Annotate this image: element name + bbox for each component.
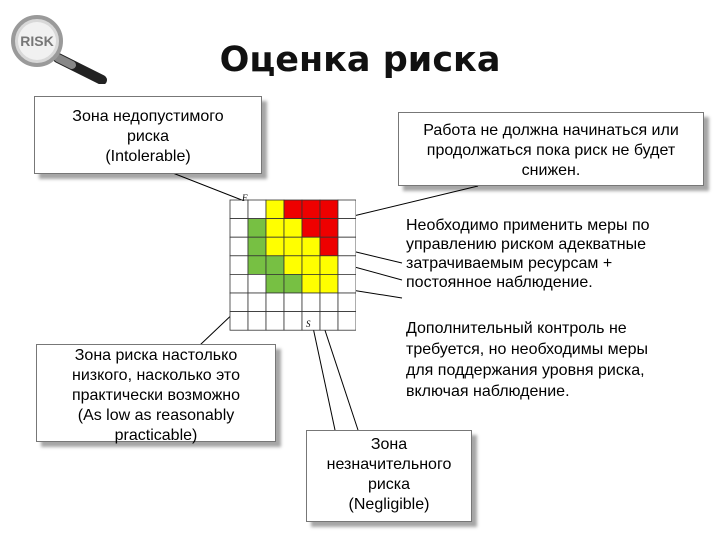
- risk-cell: [284, 274, 302, 293]
- risk-cell: [320, 256, 338, 275]
- axis-label-f: F: [242, 193, 248, 203]
- risk-cell: [248, 237, 266, 256]
- page-title: Оценка риска: [219, 40, 501, 80]
- connector-stop-work: [345, 186, 478, 218]
- risk-cell: [230, 293, 248, 312]
- risk-cell: [338, 256, 356, 275]
- text-apply-measures: Необходимо применить меры по управлению риском адекватные затрачиваемым ресурсам + постоянное наблюдение.: [406, 217, 650, 291]
- risk-cell: [248, 274, 266, 293]
- risk-cell: [248, 219, 266, 238]
- risk-cell: [320, 312, 338, 331]
- risk-cell: [284, 200, 302, 219]
- risk-cell: [284, 312, 302, 331]
- risk-matrix: [228, 192, 356, 332]
- risk-cell: [302, 256, 320, 275]
- risk-cell: [266, 200, 284, 219]
- callout-stop-work: Работа не должна начинаться или продолжаться пока риск не будет снижен.: [398, 112, 704, 186]
- risk-cell: [266, 219, 284, 238]
- risk-cell: [302, 237, 320, 256]
- risk-cell: [266, 293, 284, 312]
- text-no-control: Дополнительный контроль не требуется, но необходимы меры для поддержания уровня риска, включая наблюдение.: [406, 320, 648, 400]
- risk-cell: [248, 293, 266, 312]
- risk-cell: [266, 237, 284, 256]
- axis-label-s: S: [306, 319, 311, 330]
- risk-cell: [230, 237, 248, 256]
- risk-cell: [320, 237, 338, 256]
- risk-cell: [284, 237, 302, 256]
- risk-cell: [230, 256, 248, 275]
- risk-cell: [338, 237, 356, 256]
- risk-cell: [302, 312, 320, 331]
- risk-cell: [320, 274, 338, 293]
- risk-cell: [320, 200, 338, 219]
- callout-negligible: Зона незначительного риска (Negligible): [306, 430, 472, 522]
- risk-cell: [248, 256, 266, 275]
- risk-cell: [284, 256, 302, 275]
- risk-cell: [320, 293, 338, 312]
- risk-cell: [338, 219, 356, 238]
- risk-cell: [338, 274, 356, 293]
- risk-cell: [230, 312, 248, 331]
- callout-intolerable: Зона недопустимого риска (Intolerable): [34, 96, 262, 174]
- risk-cell: [302, 293, 320, 312]
- risk-cell: [266, 256, 284, 275]
- risk-cell: [230, 219, 248, 238]
- risk-cell: [302, 219, 320, 238]
- risk-cell: [248, 200, 266, 219]
- risk-cell: [338, 200, 356, 219]
- risk-cell: [338, 293, 356, 312]
- risk-cell: [284, 293, 302, 312]
- risk-cell: [302, 274, 320, 293]
- risk-cell: [266, 274, 284, 293]
- logo-text: RISK: [20, 33, 54, 49]
- risk-cell: [248, 312, 266, 331]
- risk-cell: [302, 200, 320, 219]
- risk-cell: [338, 312, 356, 331]
- risk-cell: [266, 312, 284, 331]
- risk-cell: [320, 219, 338, 238]
- risk-cell: [284, 219, 302, 238]
- risk-cell: [230, 274, 248, 293]
- callout-alarp: Зона риска настолько низкого, насколько это практически возможно (As low as reasonably practicable): [36, 344, 276, 442]
